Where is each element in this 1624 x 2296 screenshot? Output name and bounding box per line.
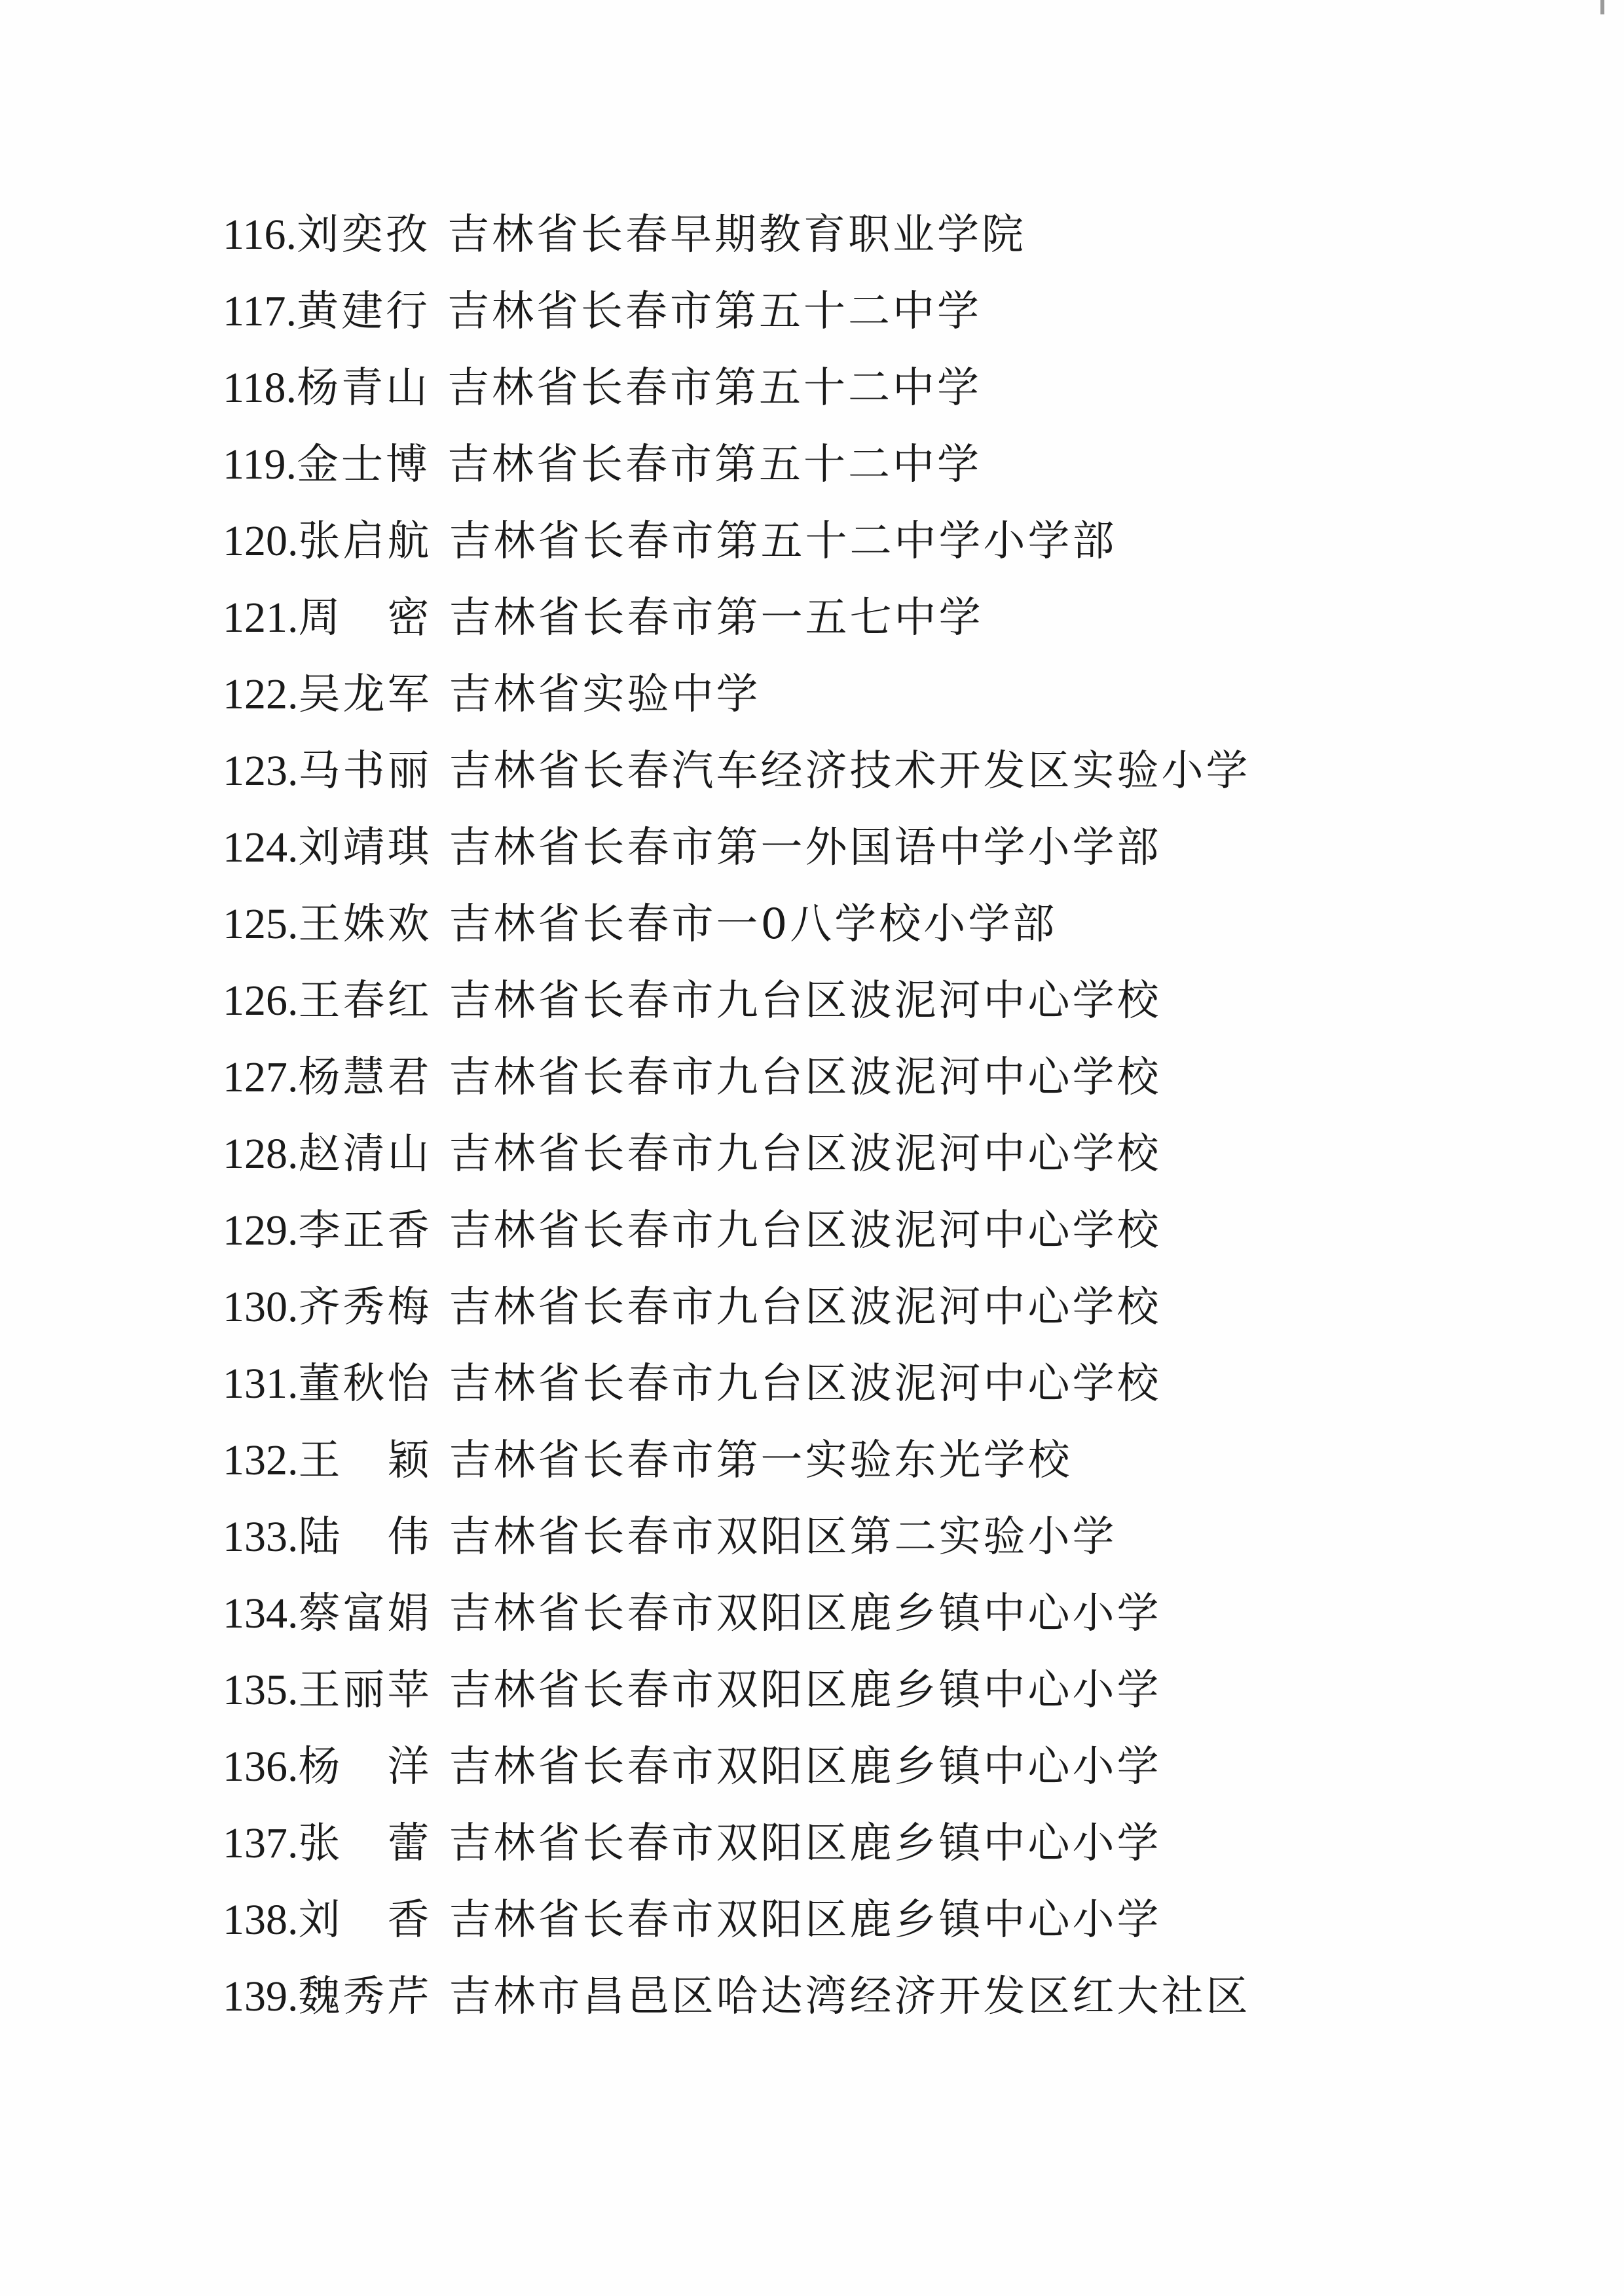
list-item [223, 1728, 1532, 1805]
entry-number: 135. [223, 1666, 299, 1714]
entry-name: 张启航 [298, 517, 432, 566]
entry-organization: 吉林市昌邑区哈达湾经济开发区红大社区 [449, 1972, 1251, 2021]
list-item [223, 503, 1532, 579]
list-item [223, 1499, 1532, 1575]
entry-name: 黄建行 [297, 287, 431, 336]
list-item [223, 273, 1532, 350]
list-item [223, 196, 1532, 273]
entry-number: 123. [223, 746, 299, 795]
list-item [223, 1422, 1532, 1499]
entry-organization: 吉林省长春市第五十二中学 [447, 440, 982, 489]
entry-number: 119. [223, 440, 297, 488]
entry-name: 杨 洋 [298, 1742, 432, 1791]
list-item [223, 733, 1532, 809]
list-item [223, 809, 1532, 886]
entry-number: 133. [223, 1512, 299, 1561]
entry-organization: 吉林省长春市双阳区第二实验小学 [449, 1512, 1117, 1561]
entry-number: 120. [223, 517, 299, 565]
entry-number: 136. [223, 1742, 299, 1791]
list-item [223, 1652, 1532, 1728]
list-item [223, 1039, 1532, 1116]
entry-number: 124. [223, 823, 299, 871]
entry-number: 121. [223, 593, 299, 642]
entry-number: 130. [223, 1283, 299, 1331]
entry-organization: 吉林省长春市双阳区鹿乡镇中心小学 [449, 1819, 1162, 1868]
entry-number: 122. [223, 670, 299, 718]
list-item [223, 1958, 1532, 2035]
list-item [223, 579, 1532, 656]
entry-name: 周 密 [298, 593, 432, 642]
entry-organization: 吉林省长春市第五十二中学 [447, 363, 982, 412]
entry-organization: 吉林省长春市第一五七中学 [449, 593, 984, 642]
entry-name: 王 颖 [298, 1436, 432, 1485]
entry-number: 139. [223, 1972, 299, 2020]
list-item [223, 426, 1532, 503]
list-item [223, 1192, 1532, 1269]
entry-organization: 吉林省长春汽车经济技术开发区实验小学 [449, 746, 1251, 795]
list-item [223, 656, 1532, 733]
entry-organization: 吉林省长春早期教育职业学院 [447, 210, 1027, 259]
entry-number: 129. [223, 1206, 299, 1254]
entry-name: 刘 香 [298, 1895, 432, 1944]
list-item [223, 962, 1532, 1039]
entry-number: 126. [223, 976, 299, 1025]
entry-number: 137. [223, 1819, 299, 1867]
entry-organization: 吉林省长春市九台区波泥河中心学校 [449, 1129, 1162, 1178]
entry-name: 齐秀梅 [298, 1283, 432, 1332]
list-item [223, 1269, 1532, 1345]
entry-number: 134. [223, 1589, 299, 1637]
entry-name: 赵清山 [298, 1129, 432, 1178]
entry-name: 杨慧君 [298, 1053, 432, 1102]
list-item [223, 1116, 1532, 1192]
entry-organization: 吉林省长春市九台区波泥河中心学校 [449, 1206, 1162, 1255]
entry-name: 刘奕孜 [297, 210, 431, 259]
entry-organization: 吉林省长春市双阳区鹿乡镇中心小学 [449, 1895, 1162, 1944]
entry-organization: 吉林省长春市九台区波泥河中心学校 [449, 1359, 1162, 1408]
entry-name: 董秋怡 [298, 1359, 432, 1408]
entry-name: 蔡富娟 [298, 1589, 432, 1638]
entry-organization: 吉林省长春市九台区波泥河中心学校 [449, 1283, 1162, 1332]
entry-name: 吴龙军 [298, 670, 432, 719]
entry-name: 金士博 [297, 440, 431, 489]
entry-name: 陆 伟 [298, 1512, 432, 1561]
entry-organization: 吉林省长春市第一外国语中学小学部 [449, 823, 1162, 872]
entry-number: 118. [223, 363, 297, 412]
entry-number: 132. [223, 1436, 299, 1484]
entry-organization: 吉林省长春市九台区波泥河中心学校 [449, 1053, 1162, 1102]
entry-organization: 吉林省长春市一0八学校小学部 [449, 900, 1058, 949]
entry-organization: 吉林省长春市九台区波泥河中心学校 [449, 976, 1162, 1025]
entry-name: 张 蕾 [298, 1819, 432, 1868]
entry-number: 127. [223, 1053, 299, 1101]
list-item [223, 1805, 1532, 1882]
entry-organization: 吉林省长春市第五十二中学 [447, 287, 982, 336]
entry-name: 王春红 [298, 976, 432, 1025]
entry-name: 李正香 [298, 1206, 432, 1255]
list-item [223, 886, 1532, 962]
entry-organization: 吉林省实验中学 [449, 670, 761, 719]
entry-organization: 吉林省长春市双阳区鹿乡镇中心小学 [449, 1589, 1162, 1638]
entry-number: 125. [223, 900, 299, 948]
entry-name: 王姝欢 [298, 900, 432, 949]
entry-name: 马书丽 [298, 746, 432, 795]
entry-organization: 吉林省长春市第五十二中学小学部 [449, 517, 1117, 566]
scan-corner-mark [1600, 0, 1604, 14]
entry-name: 刘靖琪 [298, 823, 432, 872]
list-item [223, 1345, 1532, 1422]
entry-number: 138. [223, 1895, 299, 1944]
list-item [223, 1882, 1532, 1958]
entry-organization: 吉林省长春市双阳区鹿乡镇中心小学 [449, 1666, 1162, 1715]
entry-number: 128. [223, 1129, 299, 1178]
list-item [223, 350, 1532, 426]
entry-organization: 吉林省长春市第一实验东光学校 [449, 1436, 1073, 1485]
entry-number: 131. [223, 1359, 299, 1408]
name-list [223, 196, 1532, 2035]
entry-name: 王丽苹 [298, 1666, 432, 1715]
entry-number: 117. [223, 287, 297, 335]
entry-name: 魏秀芹 [298, 1972, 432, 2021]
list-item [223, 1575, 1532, 1652]
entry-number: 116. [223, 210, 297, 259]
entry-organization: 吉林省长春市双阳区鹿乡镇中心小学 [449, 1742, 1162, 1791]
entry-name: 杨青山 [297, 363, 431, 412]
